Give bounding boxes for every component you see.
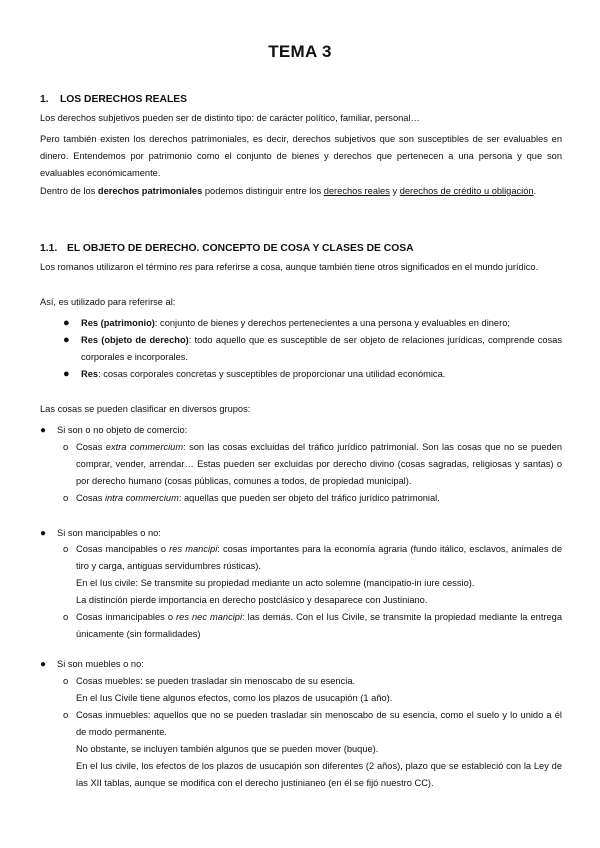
s1-p3-bold: derechos patrimoniales (97, 186, 203, 196)
circle-bullet-icon: o (63, 493, 69, 504)
s1-paragraph-1: Los derechos subjetivos pueden ser de distinto tipo: de carácter político, familiar, personal… (40, 113, 420, 123)
cosas-muebles-text: Cosas muebles: se pueden trasladar sin menoscabo de su esencia. (76, 676, 356, 686)
s1-p3-text-g: . (533, 186, 537, 196)
section-1-number: 1. (40, 94, 49, 105)
s11-paragraph-3: Las cosas se pueden clasificar en diversos grupos: (40, 404, 251, 414)
cosas-inmuebles-ius-civile: En el Ius civile, los efectos de los plazos de usucapión son diferentes (2 años), plazo que se estableció con la Ley de las XII tablas, aunque se modifica con el derecho justinianeo (en él se fijó nuestro CC). (76, 761, 562, 788)
circle-bullet-icon: o (63, 442, 69, 453)
section-1-1-heading (40, 243, 414, 254)
s1-p3-underline-2: derechos de crédito u obligación (399, 186, 534, 196)
bullet-3-text: : cosas corporales concretas y susceptibles de proporcionar una utilidad económica. (98, 369, 446, 379)
bullet-dot-icon: ● (40, 659, 47, 670)
group-muebles-label: Si son muebles o no: (57, 659, 144, 669)
group-mancipables-label: Si son mancipables o no: (57, 528, 161, 538)
res-nec-mancipi-text-c: : las demás. Con el Ius Civile, se transmite la propiedad mediante la entrega únicamente (sin formalidades) (76, 612, 563, 639)
bullet-dot-icon: ● (63, 317, 70, 329)
res-nec-mancipi-italic: res nec mancipi (176, 612, 243, 622)
bullet-1-bold: Res (patrimonio) (81, 318, 155, 328)
s11-paragraph-2: Así, es utilizado para referirse al: (40, 297, 176, 307)
bullet-1-text: : conjunto de bienes y derechos pertenecientes a una persona y evaluables en dinero; (154, 318, 510, 328)
s11-p1-text-a: Los romanos utilizaron el término (40, 262, 180, 272)
cosas-muebles-ius-civile: En el Ius Civile tiene algunos efectos, como los plazos de usucapión (1 año). (76, 693, 393, 703)
res-mancipi-distincion: La distinción pierde importancia en derecho postclásico y desaparece con Justiniano. (76, 595, 428, 605)
extra-commercium-text-a: Cosas (76, 442, 106, 452)
cosas-inmuebles-no-obstante: No obstante, se incluyen también algunos que se pueden mover (buque). (76, 744, 379, 754)
page-title: TEMA 3 (268, 42, 332, 61)
s1-paragraph-2: Pero también existen los derechos patrimoniales, es decir, derechos subjetivos que son susceptibles de ser evaluables en dinero. Entendemos por patrimonio como el conjunto de bienes y derechos que pertenecen a una persona y que son evaluables económicamente. (40, 134, 562, 178)
s11-p1-text-c: para referirse a cosa, aunque también tiene otros significados en el mundo jurídico. (192, 262, 539, 272)
s11-paragraph-1 (40, 259, 562, 276)
res-nec-mancipi-text-a: Cosas inmancipables o (76, 612, 177, 622)
section-1-heading (40, 94, 187, 105)
s1-paragraph-3 (40, 183, 562, 200)
s1-p3-text-e: y (389, 186, 400, 196)
bullet-dot-icon: ● (40, 528, 47, 539)
res-mancipi-ius-civile: En el Ius civile: Se transmite su propiedad mediante un acto solemne (mancipatio-in iure cessio). (76, 578, 475, 588)
s1-p3-underline-1: derechos reales (323, 186, 390, 196)
bullet-2-text: : todo aquello que es susceptible de ser objeto de relaciones jurídicas, comprende cosas corporales e incorporales. (81, 335, 562, 362)
section-1-1-title: EL OBJETO DE DERECHO. CONCEPTO DE COSA Y CLASES DE COSA (67, 243, 414, 254)
circle-bullet-icon: o (63, 676, 69, 687)
intra-commercium-text-c: : aquellas que pueden ser objeto del tráfico jurídico patrimonial. (178, 493, 440, 503)
intra-commercium-italic: intra commercium (104, 493, 179, 503)
extra-commercium-italic: extra commercium (105, 442, 184, 452)
bullet-2-bold: Res (objeto de derecho) (81, 335, 189, 345)
cosas-inmuebles-text: Cosas inmuebles: aquellos que no se pueden trasladar sin menoscabo de su esencia, como el suelo y lo unido a él de modo permanente. (76, 710, 562, 737)
bullet-dot-icon: ● (63, 368, 70, 380)
intra-commercium-text-a: Cosas (76, 493, 105, 503)
section-1-title: LOS DERECHOS REALES (60, 94, 188, 105)
circle-bullet-icon: o (63, 710, 69, 721)
bullet-dot-icon: ● (63, 334, 70, 346)
res-mancipi-text-c: : cosas importantes para la economía agraria (fundo itálico, esclavos, animales de tiro y carga, antiguas servidumbres rústicas). (76, 544, 562, 571)
circle-bullet-icon: o (63, 544, 69, 555)
circle-bullet-icon: o (63, 612, 69, 623)
res-mancipi-text-a: Cosas mancipables o (76, 544, 170, 554)
bullet-3-bold: Res (81, 369, 99, 379)
bullet-dot-icon: ● (40, 425, 47, 436)
s11-p1-italic: res (179, 262, 193, 272)
res-mancipi-italic: res mancipi (169, 544, 218, 554)
section-1-1-number: 1.1. (40, 243, 58, 254)
s1-p3-text-a: Dentro de los (40, 186, 98, 196)
s1-p3-text-c: podemos distinguir entre los (202, 186, 324, 196)
extra-commercium-text-c: : son las cosas excluidas del tráfico jurídico patrimonial. Son las cosas que no se pueden comprar, vender, arrendar… Estas pueden ser excluidas por derecho divino (cosas sagradas, religiosas y santas) o por derecho humano (cosas públicas, comunes a todos, de propiedad municipal). (76, 442, 562, 486)
group-commercium-label: Si son o no objeto de comercio: (57, 425, 188, 435)
